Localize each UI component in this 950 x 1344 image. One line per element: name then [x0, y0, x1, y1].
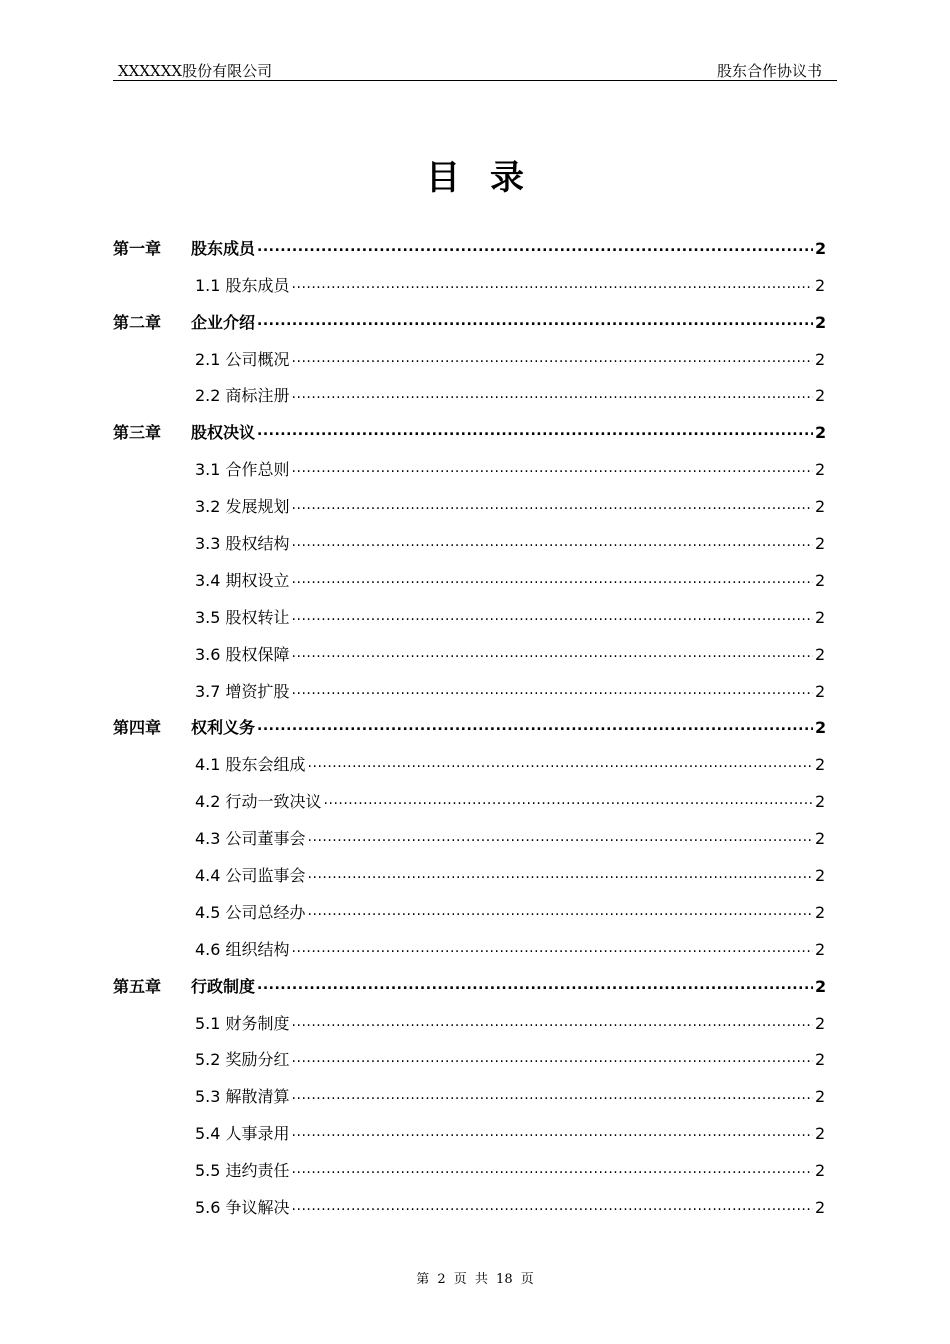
toc-entry-label: 5.6 争议解决 [195, 1198, 290, 1218]
toc-entry-label: 5.1 财务制度 [195, 1013, 290, 1033]
toc-section-entry[interactable] [113, 812, 825, 849]
toc-dot-leader [324, 792, 813, 812]
toc-chapter-entry[interactable] [113, 702, 825, 739]
toc-page-number: 2 [815, 939, 826, 959]
toc-chapter-entry[interactable] [113, 960, 825, 997]
toc-entry-label: 权利义务 [191, 718, 256, 738]
toc-page-number: 2 [815, 681, 826, 701]
toc-dot-leader [257, 977, 813, 997]
toc-page-number: 2 [815, 718, 827, 738]
toc-page-number: 2 [815, 312, 827, 332]
toc-page-number: 2 [815, 792, 826, 812]
toc-chapter-number: 第二章 [113, 312, 162, 332]
toc-page-number: 2 [815, 829, 826, 849]
toc-section-entry[interactable] [113, 1144, 825, 1181]
toc-page-number: 2 [815, 607, 826, 627]
toc-entry-label: 4.1 股东会组成 [195, 755, 306, 775]
toc-dot-leader [292, 534, 813, 554]
toc-page-number: 2 [815, 570, 826, 590]
toc-page-number: 2 [815, 497, 826, 517]
toc-entry-label: 4.4 公司监事会 [195, 866, 306, 886]
toc-dot-leader [292, 497, 813, 517]
toc-page-number: 2 [815, 534, 826, 554]
toc-dot-leader [292, 940, 813, 960]
toc-dot-leader [292, 1161, 813, 1181]
toc-section-entry[interactable] [113, 1034, 825, 1071]
page-header [113, 58, 837, 81]
toc-dot-leader [308, 755, 813, 775]
toc-page-number: 2 [815, 1161, 826, 1181]
toc-section-entry[interactable] [113, 370, 825, 407]
toc-section-entry[interactable] [113, 1181, 825, 1218]
toc-dot-leader [292, 386, 813, 406]
toc-entry-label: 3.3 股权结构 [195, 534, 290, 554]
toc-entry-label: 5.2 奖励分红 [195, 1050, 290, 1070]
toc-section-entry[interactable] [113, 997, 825, 1034]
toc-entry-label: 3.7 增资扩股 [195, 681, 290, 701]
toc-page-number: 2 [815, 460, 826, 480]
toc-entry-label: 3.4 期权设立 [195, 570, 290, 590]
toc-chapter-number: 第五章 [113, 976, 162, 996]
toc-entry-label: 5.5 违约责任 [195, 1161, 290, 1181]
toc-entry-label: 4.6 组织结构 [195, 939, 290, 959]
toc-section-entry[interactable] [113, 628, 825, 665]
toc-page-number: 2 [815, 644, 826, 664]
toc-dot-leader [257, 718, 813, 738]
toc-section-entry[interactable] [113, 738, 825, 775]
page-footer: 第 2 页 共 18 页 [416, 1272, 534, 1287]
toc-title: 目录 [426, 158, 554, 198]
toc-section-entry[interactable] [113, 333, 825, 370]
toc-dot-leader [308, 866, 813, 886]
toc-chapter-number: 第三章 [113, 423, 162, 443]
toc-dot-leader [308, 829, 813, 849]
toc-dot-leader [292, 608, 813, 628]
toc-dot-leader [308, 903, 813, 923]
toc-dot-leader [292, 276, 813, 296]
toc-entry-label: 2.1 公司概况 [195, 349, 290, 369]
toc-dot-leader [292, 1198, 813, 1218]
toc-section-entry[interactable] [113, 591, 825, 628]
toc-dot-leader [292, 571, 813, 591]
toc-dot-leader [257, 313, 813, 333]
toc-entry-label: 3.1 合作总则 [195, 460, 290, 480]
toc-chapter-entry[interactable] [113, 222, 825, 259]
toc-section-entry[interactable] [113, 886, 825, 923]
toc-entry-label: 4.2 行动一致决议 [195, 792, 322, 812]
toc-dot-leader [257, 239, 813, 259]
toc-section-entry[interactable] [113, 517, 825, 554]
toc-entry-label: 5.4 人事录用 [195, 1124, 290, 1144]
toc-page-number: 2 [815, 238, 827, 258]
toc-dot-leader [292, 460, 813, 480]
toc-dot-leader [292, 350, 813, 370]
toc-entry-label: 3.5 股权转让 [195, 607, 290, 627]
toc-section-entry[interactable] [113, 775, 825, 812]
toc-section-entry[interactable] [113, 665, 825, 702]
toc-entry-label: 4.5 公司总经办 [195, 902, 306, 922]
toc-entry-label: 股东成员 [191, 238, 256, 258]
toc-page-number: 2 [815, 1013, 826, 1033]
toc-chapter-entry[interactable] [113, 406, 825, 443]
toc-dot-leader [292, 682, 813, 702]
toc-dot-leader [257, 423, 813, 443]
toc-dot-leader [292, 1050, 813, 1070]
toc-section-entry[interactable] [113, 480, 825, 517]
toc-section-entry[interactable] [113, 554, 825, 591]
header-company-name: XXXXXX股份有限公司 [118, 62, 273, 80]
toc-page-number: 2 [815, 275, 826, 295]
toc-entry-label: 股权决议 [191, 423, 256, 443]
toc-page-number: 2 [815, 1198, 826, 1218]
toc-section-entry[interactable] [113, 849, 825, 886]
toc-page-number: 2 [815, 349, 826, 369]
toc-entry-label: 2.2 商标注册 [195, 386, 290, 406]
toc-chapter-number: 第四章 [113, 718, 162, 738]
toc-section-entry[interactable] [113, 443, 825, 480]
header-document-title: 股东合作协议书 [716, 62, 822, 80]
toc-section-entry[interactable] [113, 1107, 825, 1144]
table-of-contents [113, 222, 825, 1218]
toc-section-entry[interactable] [113, 923, 825, 960]
toc-section-entry[interactable] [113, 259, 825, 296]
toc-entry-label: 3.6 股权保障 [195, 644, 290, 664]
toc-page-number: 2 [815, 1050, 826, 1070]
toc-chapter-number: 第一章 [113, 238, 162, 258]
toc-chapter-entry[interactable] [113, 296, 825, 333]
toc-dot-leader [292, 1087, 813, 1107]
toc-entry-label: 3.2 发展规划 [195, 497, 290, 517]
toc-entry-label: 1.1 股东成员 [195, 275, 290, 295]
toc-page-number: 2 [815, 1124, 826, 1144]
toc-page-number: 2 [815, 902, 826, 922]
toc-page-number: 2 [815, 423, 827, 443]
toc-entry-label: 行政制度 [191, 976, 256, 996]
toc-page-number: 2 [815, 976, 827, 996]
toc-entry-label: 企业介绍 [191, 312, 256, 332]
toc-page-number: 2 [815, 866, 826, 886]
toc-section-entry[interactable] [113, 1070, 825, 1107]
toc-page-number: 2 [815, 386, 826, 406]
toc-page-number: 2 [815, 755, 826, 775]
toc-entry-label: 5.3 解散清算 [195, 1087, 290, 1107]
toc-entry-label: 4.3 公司董事会 [195, 829, 306, 849]
toc-dot-leader [292, 1124, 813, 1144]
toc-page-number: 2 [815, 1087, 826, 1107]
toc-dot-leader [292, 645, 813, 665]
toc-dot-leader [292, 1014, 813, 1034]
